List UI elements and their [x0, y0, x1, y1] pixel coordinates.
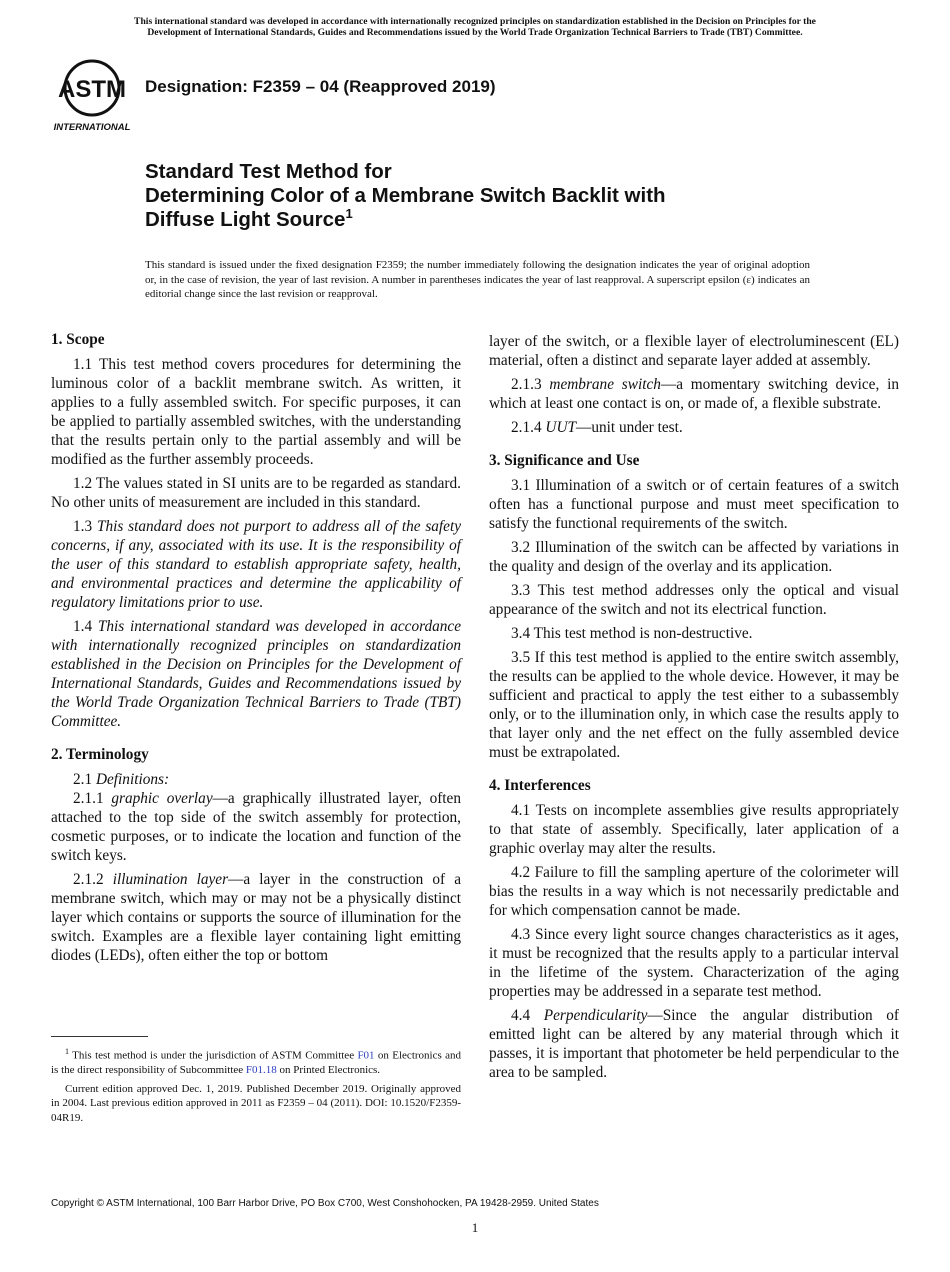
- paragraph-2-1-1-text: —a graphically illustrated layer, often attached to the top side of the switch assembly for protection, cosmetic purposes, or to indicate the location and function of the switch keys.: [51, 790, 461, 864]
- paragraph-2-1-1: [51, 789, 461, 865]
- section-heading-scope: 1. Scope: [51, 331, 105, 348]
- title-line-3: [145, 208, 865, 232]
- paragraph-2-1-number: 2.1: [73, 771, 93, 788]
- logo-text-main: ASTM: [58, 76, 126, 103]
- term-graphic-overlay: graphic overlay: [111, 790, 213, 807]
- subcommittee-f01-18-link[interactable]: F01.18: [245, 1064, 277, 1077]
- paragraph-1-4-text: This international standard was developed in accordance with internationally recognized principles on standardization established in the Decision on Principles for the Development of International Standards, Guides and Recommendations issued by the World Trade Organization Technical Barriers to Trade (TBT) Committee.: [51, 618, 461, 730]
- paragraph-3-3: 3.3 This test method addresses only the optical and visual appearance of the switch and not its electrical function.: [489, 582, 899, 618]
- page-number: 1: [471, 1220, 479, 1235]
- copyright: Copyright © ASTM International, 100 Barr Harbor Drive, PO Box C700, West Conshohocken, PA 19428-2959. United States: [51, 1198, 599, 1209]
- title-line-2: Determining Color of a Membrane Switch Backlit with: [145, 184, 666, 207]
- paragraph-4-4-text: —Since the angular distribution of emitted light can be altered by any material through which it passes, it is important that photometer be held perpendicular to the area to be sampled.: [489, 1007, 899, 1081]
- footnote-1-text-b: on Electronics and is the direct responsibility of Subcommittee: [51, 1049, 461, 1077]
- footnote-divider: [51, 1036, 148, 1037]
- section-heading-significance: 3. Significance and Use: [489, 452, 640, 469]
- paragraph-2-1-2-number: 2.1.2: [73, 871, 104, 888]
- paragraph-3-1: 3.1 Illumination of a switch or of certain features of a switch often has a functional purpose and must meet specification to satisfy the functional requirements of the switch.: [489, 477, 899, 532]
- paragraph-4-2: 4.2 Failure to fill the sampling aperture of the colorimeter will bias the results in a way which is not necessarily predictable and for which compensation cannot be made.: [489, 864, 899, 919]
- committee-f01-link[interactable]: F01: [357, 1049, 375, 1062]
- paragraph-1-1: 1.1 This test method covers procedures for determining the luminous color of a backlit membrane switch. As written, it applies to a fully assembled switch. For specific purposes, it can be applied to partially assembled switches, with the understanding that the results pertain only to the partial assembly and will be modified as the further assembly proceeds.: [51, 356, 461, 468]
- paragraph-4-4: [489, 1006, 899, 1082]
- paragraph-1-3-number: 1.3: [73, 518, 93, 535]
- left-column: [51, 330, 461, 970]
- section-heading-terminology: 2. Terminology: [51, 746, 149, 763]
- paragraph-2-1-4-number: 2.1.4: [511, 419, 542, 436]
- paragraph-4-1: 4.1 Tests on incomplete assemblies give results appropriately to that state of assembly. Specifically, later application of a graphic overlay may alter the results.: [489, 802, 899, 857]
- footnote-1-text-c: on Printed Electronics.: [279, 1064, 381, 1077]
- paragraph-2-1-4: [489, 418, 899, 437]
- footnote-edition: Current edition approved Dec. 1, 2019. Published December 2019. Originally approved in 2004. Last previous edition approved in 2011 as F2359 – 04 (2011). DOI: 10.1520/F2359-04R19.: [51, 1082, 461, 1124]
- footnote-1-text-a: This test method is under the jurisdiction of ASTM Committee: [72, 1049, 355, 1062]
- title-footnote-mark: 1: [345, 206, 353, 222]
- top-notice: [40, 16, 910, 38]
- paragraph-2-1-3-number: 2.1.3: [511, 376, 542, 393]
- paragraph-4-3: 4.3 Since every light source changes characteristics as it ages, it must be recognized that the results apply to a particular interval in the lifetime of the system. Characterization of the aging properties may be addressed in a separate test method.: [489, 926, 899, 1000]
- paragraph-2-1-text: Definitions:: [95, 771, 170, 788]
- term-perpendicularity: Perpendicularity: [543, 1007, 648, 1024]
- paragraph-1-3: [51, 517, 461, 612]
- paragraph-3-5: 3.5 If this test method is applied to the entire switch assembly, the results can be applied to the whole device. However, it may be sufficient and practical to apply the test either to a subassembly only, or to the illumination only, in which case the results apply to that layer only and the net effect on the fully assembled device must be extrapolated.: [489, 649, 899, 761]
- paragraph-2-1-2: [51, 870, 461, 965]
- term-membrane-switch: membrane switch: [549, 376, 661, 393]
- footnote-1: [51, 1045, 461, 1078]
- paragraph-3-2: 3.2 Illumination of the switch can be affected by variations in the quality and design of the overlay and its application.: [489, 539, 899, 575]
- footnotes: [51, 1045, 461, 1129]
- term-illumination-layer: illumination layer: [112, 871, 229, 888]
- title-line-3-text: Diffuse Light Source: [145, 208, 346, 231]
- section-heading-interferences: 4. Interferences: [489, 777, 591, 794]
- right-column: [489, 332, 899, 1087]
- paragraph-1-4-number: 1.4: [73, 618, 93, 635]
- paragraph-2-1-2-text: —a layer in the construction of a membrane switch, which may or may not be a physically distinct layer which contains or supports the source of illumination for the switch. Examples are a flexible layer containing light emitting diodes (LEDs), often either the top or bottom: [51, 871, 462, 964]
- designation: Designation: F2359 – 04 (Reapproved 2019): [145, 77, 496, 96]
- paragraph-4-4-number: 4.4: [511, 1007, 531, 1024]
- logo-text-sub: INTERNATIONAL: [53, 122, 131, 133]
- paragraph-2-1-3-text: —a momentary switching device, in which at least one contact is on, or made of, a flexible substrate.: [489, 376, 899, 412]
- paragraph-2-1: [51, 770, 461, 789]
- paragraph-2-1-3: [489, 375, 899, 413]
- astm-logo-icon: [52, 58, 136, 134]
- paragraph-1-3-text: This standard does not purport to address all of the safety concerns, if any, associated with its use. It is the responsibility of the user of this standard to establish appropriate safety, health, and environmental practices and determine the applicability of regulatory limitations prior to use.: [51, 518, 462, 611]
- paragraph-1-2: 1.2 The values stated in SI units are to be regarded as standard. No other units of measurement are included in this standard.: [51, 475, 461, 511]
- footnote-1-mark: 1: [65, 1047, 69, 1056]
- paragraph-1-4: [51, 617, 461, 731]
- top-notice-line-1: This international standard was developed in accordance with internationally recognized principles on standardization established in the Decision on Principles for the: [134, 16, 816, 27]
- paragraph-2-1-1-number: 2.1.1: [73, 790, 104, 807]
- paragraph-2-1-2-continued: layer of the switch, or a flexible layer of electroluminescent (EL) material, often a distinct and separate layer added at assembly.: [489, 333, 899, 369]
- issue-note: This standard is issued under the fixed designation F2359; the number immediately following the designation indicates the year of original adoption or, in the case of revision, the year of last revision. A number in parentheses indicates the year of last reapproval. A superscript epsilon (ε) indicates an editorial change since the last revision or reapproval.: [145, 259, 810, 300]
- paragraph-3-4: 3.4 This test method is non-destructive.: [511, 625, 753, 642]
- term-uut: UUT: [545, 419, 577, 436]
- document-title: [145, 160, 865, 232]
- top-notice-line-2: Development of International Standards, Guides and Recommendations issued by the World Trade Organization Technical Barriers to Trade (TBT) Committee.: [147, 27, 803, 38]
- paragraph-2-1-4-text: —unit under test.: [576, 419, 683, 436]
- title-line-1: Standard Test Method for: [145, 160, 392, 183]
